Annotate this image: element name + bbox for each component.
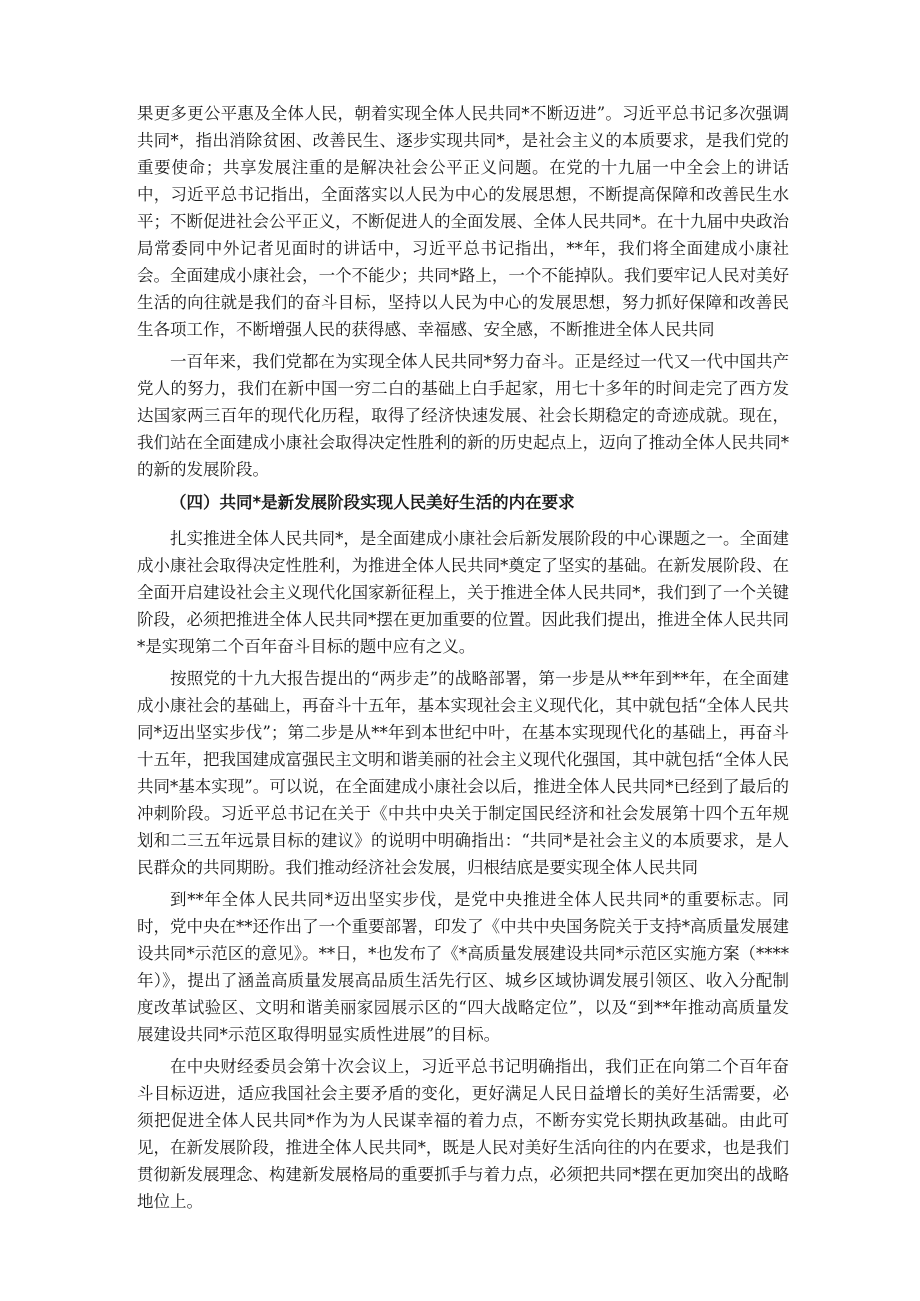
paragraph-5: 到**年全体人民共同*迈出坚实步伐，是党中央推进全体人民共同*的重要标志。同时，党中央在**还作出了一个重要部署，印发了《中共中央国务院关于支持*高质量发展建设共同*示范区的意见》。**日，*也发布了《*高质量发展建设共同*示范区实施方案（****年）》，提出了涵盖高质量发展高品质生活先行区、城乡区域协调发展引领区、收入分配制度改革试验区、文明和谐美丽家园展示区的“四大战略定位”，以及“到**年推动高质量发展建设共同*示范区取得明显实质性进展”的目标。 [137,890,789,1044]
paragraph-4: 按照党的十九大报告提出的“两步走”的战略部署，第一步是从**年到**年，在全面建成小康社会的基础上，再奋斗十五年，基本实现社会主义现代化，其中就包括“全体人民共同*迈出坚实步伐”；第二步是从**年到本世纪中叶，在基本实现现代化的基础上，再奋斗十五年，把我国建成富强民主文明和谐美丽的社会主义现代化强国，其中就包括“全体人民共同*基本实现”。可以说，在全面建成小康社会以后，推进全体人民共同*已经到了最后的冲刺阶段。习近平总书记在关于《中共中央关于制定国民经济和社会发展第十四个五年规划和二三五年远景目标的建议》的说明中明确指出：“共同*是社会主义的本质要求，是人民群众的共同期盼。我们推动经济社会发展，归根结底是要实现全体人民共同 [137,669,789,877]
paragraph-1: 果更多更公平惠及全体人民，朝着实现全体人民共同*不断迈进”。习近平总书记多次强调共同*，指出消除贫困、改善民生、逐步实现共同*，是社会主义的本质要求，是我们党的重要使命；共享发展注重的是解决社会公平正义问题。在党的十九届一中全会上的讲话中，习近平总书记指出，全面落实以人民为中心的发展思想，不断提高保障和改善民生水平；不断促进社会公平正义，不断促进人的全面发展、全体人民共同*。在十九届中央政治局常委同中外记者见面时的讲话中，习近平总书记指出，**年，我们将全面建成小康社会。全面建成小康社会，一个不能少；共同*路上，一个不能掉队。我们要牢记人民对美好生活的向往就是我们的奋斗目标，坚持以人民为中心的发展思想，努力抓好保障和改善民生各项工作，不断增强人民的获得感、幸福感、安全感，不断推进全体人民共同 [137,104,789,339]
section-heading: （四）共同*是新发展阶段实现人民美好生活的内在要求 [170,493,575,512]
paragraph-3: 扎实推进全体人民共同*，是全面建成小康社会后新发展阶段的中心课题之一。全面建成小康社会取得决定性胜利，为推进全体人民共同*奠定了坚实的基础。在新发展阶段、在全面开启建设社会主义现代化国家新征程上，关于推进全体人民共同*，我们到了一个关键阶段，必须把推进全体人民共同*摆在更加重要的位置。因此我们提出，推进全体人民共同*是实现第二个百年奋斗目标的题中应有之义。 [137,529,789,656]
paragraph-6: 在中央财经委员会第十次会议上，习近平总书记明确指出，我们正在向第二个百年奋斗目标迈进，适应我国社会主要矛盾的变化，更好满足人民日益增长的美好生活需要，必须把促进全体人民共同*作为为人民谋幸福的着力点，不断夯实党长期执政基础。由此可见，在新发展阶段，推进全体人民共同*，既是人民对美好生活向往的内在要求，也是我们贯彻新发展理念、构建新发展格局的重要抓手与着力点，必须把共同*摆在更加突出的战略地位上。 [137,1057,789,1211]
paragraph-2: 一百年来，我们党都在为实现全体人民共同*努力奋斗。正是经过一代又一代中国共产党人的努力，我们在新中国一穷二白的基础上白手起家，用七十多年的时间走完了西方发达国家两三百年的现代化历程，取得了经济快速发展、社会长期稳定的奇迹成就。现在，我们站在全面建成小康社会取得决定性胜利的新的历史起点上，迈向了推动全体人民共同*的新的发展阶段。 [137,352,789,479]
document-body [137,100,789,1220]
